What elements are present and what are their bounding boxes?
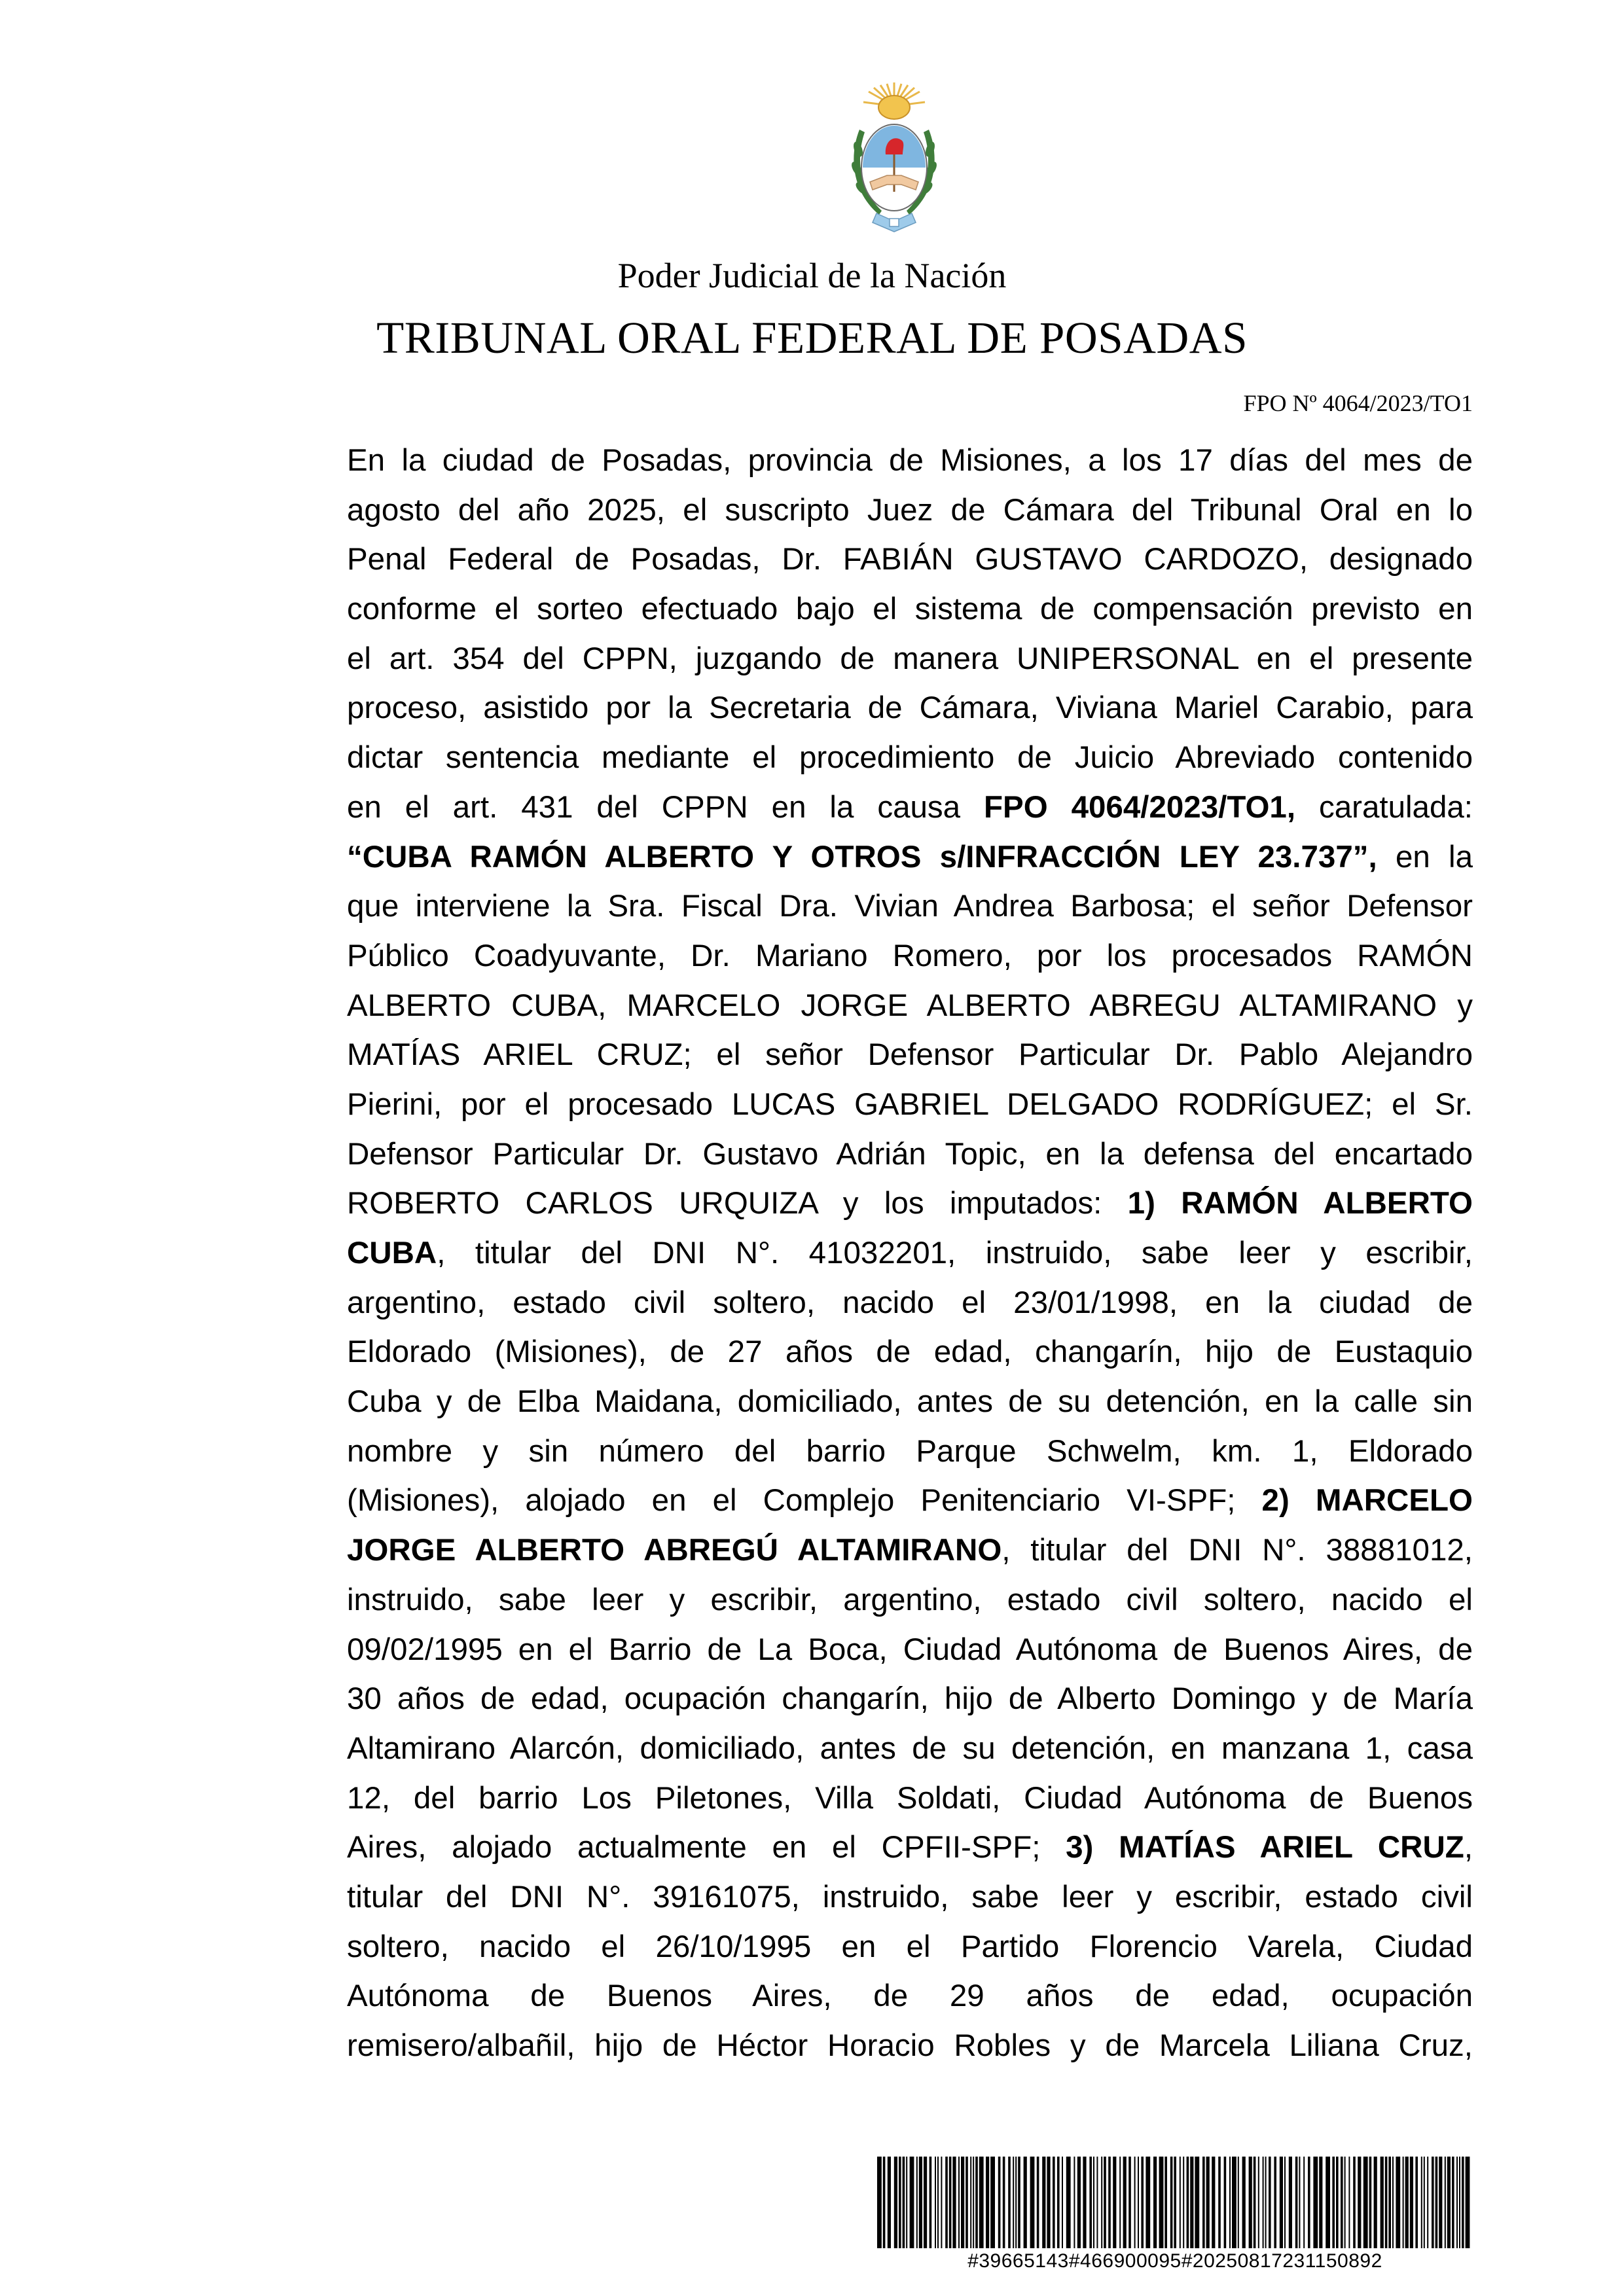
body-line — [347, 931, 1473, 981]
barcode-bar — [1447, 2157, 1451, 2248]
barcode-bar — [1374, 2157, 1377, 2248]
text-run: , titular del DNI N°. 41032201, instruido, sabe leer y escribir, — [437, 1236, 1473, 1270]
barcode-bar — [1336, 2157, 1339, 2248]
barcode-bar — [894, 2157, 897, 2248]
barcode-bar — [941, 2157, 942, 2248]
text-run: proceso, asistido por la Secretaria de Cámara, Viviana Mariel Carabio, para — [347, 691, 1473, 726]
barcode-bar — [1421, 2157, 1422, 2248]
bold-text: JORGE ALBERTO ABREGÚ ALTAMIRANO — [347, 1533, 1002, 1568]
barcode-bar — [1024, 2157, 1027, 2248]
barcode-bar — [1439, 2157, 1442, 2248]
text-run: 30 años de edad, ocupación changarín, hijo de Alberto Domingo y de María — [347, 1681, 1473, 1717]
barcode-bar — [1242, 2157, 1246, 2248]
barcode-bar — [1030, 2157, 1035, 2248]
barcode-bar — [1289, 2157, 1292, 2248]
barcode-bar — [1462, 2157, 1464, 2248]
text-run: conforme el sorteo efectuado bajo el sistema de compensación previsto en — [347, 592, 1473, 627]
barcode-bar — [970, 2157, 971, 2248]
barcode-bar — [1128, 2157, 1131, 2248]
body-line — [347, 981, 1473, 1031]
barcode-bar — [1003, 2157, 1005, 2248]
text-run: ALBERTO CUBA, MARCELO JORGE ALBERTO ABREGU ALTAMIRANO y — [347, 988, 1473, 1023]
barcode-bar — [965, 2157, 968, 2248]
text-run: argentino, estado civil soltero, nacido el 23/01/1998, en la ciudad de — [347, 1285, 1473, 1320]
barcode-bar — [1435, 2157, 1438, 2248]
barcode-bar — [1303, 2157, 1305, 2248]
barcode-bar — [1265, 2157, 1267, 2248]
barcode-bar — [1284, 2157, 1286, 2248]
text-run: que interviene la Sra. Fiscal Dra. Vivian Andrea Barbosa; el señor Defensor — [347, 889, 1473, 924]
barcode-bar — [1427, 2157, 1428, 2248]
barcode-bar — [929, 2157, 932, 2248]
body-line — [347, 882, 1473, 931]
barcode-bar — [1348, 2157, 1350, 2248]
body-line — [347, 1674, 1473, 1724]
barcode-bar — [1218, 2157, 1221, 2248]
case-reference: FPO Nº 4064/2023/TO1 — [1243, 390, 1473, 416]
bold-text: “CUBA RAMÓN ALBERTO Y OTROS s/INFRACCIÓN LEY 23.737”, — [347, 839, 1377, 874]
barcode-bar — [1015, 2157, 1017, 2248]
barcode-bar — [1206, 2157, 1210, 2248]
barcode-bar — [961, 2157, 964, 2248]
barcode-number: #39665143#466900095#20250817231150892 — [967, 2250, 1382, 2272]
barcode-bar — [1353, 2157, 1356, 2248]
barcode-bar — [1308, 2157, 1310, 2248]
barcode-bar — [1452, 2157, 1454, 2248]
bold-text: 2) MARCELO — [1261, 1483, 1473, 1518]
barcode-bar — [1319, 2157, 1322, 2248]
barcode-bar — [1077, 2157, 1081, 2248]
body-line — [347, 1427, 1473, 1477]
barcode-bar — [1042, 2157, 1045, 2248]
body-line — [347, 436, 1473, 486]
barcode-bar — [1249, 2157, 1252, 2248]
barcode-bar — [1180, 2157, 1181, 2248]
barcode-bar — [1358, 2157, 1361, 2248]
barcode-bar — [973, 2157, 974, 2248]
coat-of-arms-icon — [848, 77, 941, 241]
barcode-bar — [1187, 2157, 1189, 2248]
barcode-bar — [1123, 2157, 1127, 2248]
institution-title: Poder Judicial de la Nación — [617, 256, 1007, 295]
barcode-bar — [906, 2157, 907, 2248]
barcode-bar — [1134, 2157, 1136, 2248]
body-line — [347, 683, 1473, 733]
body-line — [347, 1873, 1473, 1922]
barcode-bar — [1062, 2157, 1063, 2248]
barcode-bar — [1018, 2157, 1020, 2248]
barcode-bar — [1269, 2157, 1271, 2248]
barcode-bar — [1096, 2157, 1098, 2248]
body-line — [347, 1823, 1473, 1873]
text-run: MATÍAS ARIEL CRUZ; el señor Defensor Particular Dr. Pablo Alejandro — [347, 1037, 1473, 1073]
text-run: dictar sentencia mediante el procedimiento de Juicio Abreviado contenido — [347, 740, 1473, 776]
body-line — [347, 1575, 1473, 1625]
barcode-bar — [1138, 2157, 1139, 2248]
barcode-bar — [1326, 2157, 1330, 2248]
barcode-bar — [945, 2157, 948, 2248]
tribunal-title: TRIBUNAL ORAL FEDERAL DE POSADAS — [376, 313, 1248, 363]
body-line — [347, 1724, 1473, 1774]
barcode-bar — [1299, 2157, 1300, 2248]
body-line — [347, 1278, 1473, 1328]
barcode-bar — [1053, 2157, 1055, 2248]
text-run: nombre y sin número del barrio Parque Schwelm, km. 1, Eldorado — [347, 1433, 1473, 1469]
barcode-bar — [1232, 2157, 1236, 2248]
barcode-bar — [935, 2157, 936, 2248]
body-line — [347, 1476, 1473, 1526]
barcode-bar — [1047, 2157, 1050, 2248]
body-line — [347, 1526, 1473, 1575]
text-run: caratulada: — [1295, 789, 1473, 825]
text-run: agosto del año 2025, el suscripto Juez de Cámara del Tribunal Oral en lo — [347, 492, 1473, 528]
sun-face — [878, 96, 910, 119]
barcode-bar — [1083, 2157, 1086, 2248]
text-run: el art. 354 del CPPN, juzgando de manera UNIPERSONAL en el presente — [347, 641, 1473, 676]
barcode-bar — [1119, 2157, 1121, 2248]
barcode-bar — [1363, 2157, 1368, 2248]
barcode-bar — [1229, 2157, 1231, 2248]
barcode-bar — [1403, 2157, 1404, 2248]
body-line — [347, 1377, 1473, 1427]
barcode-bar — [1104, 2157, 1106, 2248]
barcode-bar — [975, 2157, 978, 2248]
barcode-bar — [1159, 2157, 1164, 2248]
body-line — [347, 1030, 1473, 1080]
barcode-bar — [1008, 2157, 1011, 2248]
barcode-bar — [952, 2157, 956, 2248]
body-line — [347, 535, 1473, 584]
text-run: Penal Federal de Posadas, Dr. FABIÁN GUSTAVO CARDOZO, designado — [347, 542, 1473, 577]
barcode-bar — [1089, 2157, 1092, 2248]
body-line — [347, 1922, 1473, 1972]
barcode-bar — [1212, 2157, 1215, 2248]
document-body — [347, 436, 1473, 2071]
text-run: instruido, sabe leer y escribir, argentino, estado civil soltero, nacido el — [347, 1582, 1473, 1617]
barcode-bar — [1170, 2157, 1173, 2248]
barcode-bar — [1164, 2157, 1167, 2248]
barcode-bar — [1254, 2157, 1256, 2248]
barcode-bar — [1432, 2157, 1434, 2248]
barcode-bar — [1174, 2157, 1176, 2248]
body-line — [347, 584, 1473, 634]
text-run: Altamirano Alarcón, domiciliado, antes de su detención, en manzana 1, casa — [347, 1731, 1473, 1766]
barcode-bar — [990, 2157, 995, 2248]
barcode-bar — [888, 2157, 891, 2248]
barcode-bar — [924, 2157, 927, 2248]
barcode-bar — [958, 2157, 960, 2248]
barcode-bar — [916, 2157, 918, 2248]
text-run: , titular del DNI N°. 38881012, — [1001, 1533, 1473, 1568]
barcode-bar — [1341, 2157, 1343, 2248]
barcode-bar — [1385, 2157, 1388, 2248]
bold-text: FPO 4064/2023/TO1, — [984, 789, 1296, 825]
barcode-bar — [1388, 2157, 1391, 2248]
body-line — [347, 733, 1473, 783]
barcode-bar — [1066, 2157, 1071, 2248]
barcode-bar — [1466, 2157, 1470, 2248]
body-line — [347, 1971, 1473, 2021]
barcode-bar — [949, 2157, 952, 2248]
barcode-bar — [1074, 2157, 1075, 2248]
barcode-bar — [1190, 2157, 1193, 2248]
body-line — [347, 783, 1473, 833]
barcode-bar — [919, 2157, 922, 2248]
body-line — [347, 1229, 1473, 1278]
barcode-bar — [1108, 2157, 1111, 2248]
barcode-bar — [1037, 2157, 1039, 2248]
barcode-bar — [1224, 2157, 1227, 2248]
barcode-bar — [1445, 2157, 1446, 2248]
barcode-bar — [1013, 2157, 1014, 2248]
text-run: Eldorado (Misiones), de 27 años de edad, changarín, hijo de Eustaquio — [347, 1335, 1473, 1370]
text-run: en la — [1377, 839, 1473, 874]
barcode-icon — [877, 2157, 1473, 2248]
barcode-bar — [1146, 2157, 1150, 2248]
bold-text: CUBA — [347, 1236, 437, 1270]
barcode-bar — [910, 2157, 914, 2248]
barcode-bar — [1396, 2157, 1400, 2248]
barcode-bar — [883, 2157, 886, 2248]
text-run: En la ciudad de Posadas, provincia de Misiones, a los 17 días del mes de — [347, 443, 1473, 478]
body-line — [347, 1080, 1473, 1130]
barcode-bar — [1313, 2157, 1318, 2248]
body-line — [347, 1625, 1473, 1675]
text-run: Cuba y de Elba Maidana, domiciliado, antes de su detención, en la calle sin — [347, 1384, 1473, 1420]
barcode-bar — [1195, 2157, 1199, 2248]
text-run: titular del DNI N°. 39161075, instruido, sabe leer y escribir, estado civil — [347, 1879, 1473, 1914]
body-line — [347, 1327, 1473, 1377]
text-run: ROBERTO CARLOS URQUIZA y los imputados: — [347, 1186, 1128, 1221]
barcode-bar — [979, 2157, 984, 2248]
barcode-bar — [1369, 2157, 1372, 2248]
barcode-bar — [1456, 2157, 1458, 2248]
barcode-bar — [1093, 2157, 1094, 2248]
barcode-bar — [1202, 2157, 1205, 2248]
text-run: 12, del barrio Los Piletones, Villa Soldati, Ciudad Autónoma de Buenos — [347, 1780, 1473, 1816]
barcode-bar — [1141, 2157, 1144, 2248]
barcode-bar — [1280, 2157, 1283, 2248]
text-run: 09/02/1995 en el Barrio de La Boca, Ciudad Autónoma de Buenos Aires, de — [347, 1632, 1473, 1667]
body-line — [347, 1774, 1473, 1823]
barcode-bar — [1263, 2157, 1264, 2248]
barcode-bar — [1392, 2157, 1394, 2248]
barcode-bar — [937, 2157, 939, 2248]
body-line — [347, 1179, 1473, 1229]
text-run: en el art. 431 del CPPN en la causa — [347, 789, 984, 825]
barcode-bar — [1424, 2157, 1425, 2248]
text-run: Pierini, por el procesado LUCAS GABRIEL DELGADO RODRÍGUEZ; el Sr. — [347, 1086, 1473, 1122]
text-run: soltero, nacido el 26/10/1995 en el Partido Florencio Varela, Ciudad — [347, 1929, 1473, 1964]
text-run: , — [1464, 1830, 1473, 1865]
bold-text: 3) MATÍAS ARIEL CRUZ — [1066, 1830, 1464, 1865]
barcode-bar — [1113, 2157, 1116, 2248]
body-line — [347, 486, 1473, 535]
barcode-bar — [1295, 2157, 1298, 2248]
body-line — [347, 634, 1473, 684]
barcode-bar — [1183, 2157, 1184, 2248]
body-line — [347, 1130, 1473, 1179]
barcode-bar — [903, 2157, 905, 2248]
barcode-bar — [1274, 2157, 1276, 2248]
barcode-bar — [1344, 2157, 1346, 2248]
text-run: Defensor Particular Dr. Gustavo Adrián Topic, en la defensa del encartado — [347, 1136, 1473, 1172]
barcode-bar — [1405, 2157, 1409, 2248]
barcode-bar — [998, 2157, 1001, 2248]
bold-text: 1) RAMÓN ALBERTO — [1127, 1186, 1473, 1221]
barcode-bar — [986, 2157, 989, 2248]
barcode-bar — [1410, 2157, 1413, 2248]
barcode-bar — [1153, 2157, 1157, 2248]
barcode-bar — [1380, 2157, 1384, 2248]
barcode-bar — [1101, 2157, 1102, 2248]
barcode-bar — [1415, 2157, 1418, 2248]
barcode-bar — [1238, 2157, 1239, 2248]
barcode-bar — [899, 2157, 901, 2248]
text-run: (Misiones), alojado en el Complejo Penitenciario VI-SPF; — [347, 1483, 1262, 1518]
text-run: remisero/albañil, hijo de Héctor Horacio Robles y de Marcela Liliana Cruz, — [347, 2028, 1473, 2063]
barcode-bar — [1057, 2157, 1060, 2248]
barcode-bar — [877, 2157, 882, 2248]
body-line — [347, 833, 1473, 882]
text-run: Aires, alojado actualmente en el CPFII-SPF; — [347, 1830, 1066, 1865]
text-run: Público Coadyuvante, Dr. Mariano Romero, por los procesados RAMÓN — [347, 938, 1473, 973]
body-line — [347, 2021, 1473, 2071]
barcode-bar — [1459, 2157, 1460, 2248]
barcode-bar — [1258, 2157, 1259, 2248]
text-run: Autónoma de Buenos Aires, de 29 años de edad, ocupación — [347, 1979, 1473, 2014]
barcode-bar — [1332, 2157, 1335, 2248]
